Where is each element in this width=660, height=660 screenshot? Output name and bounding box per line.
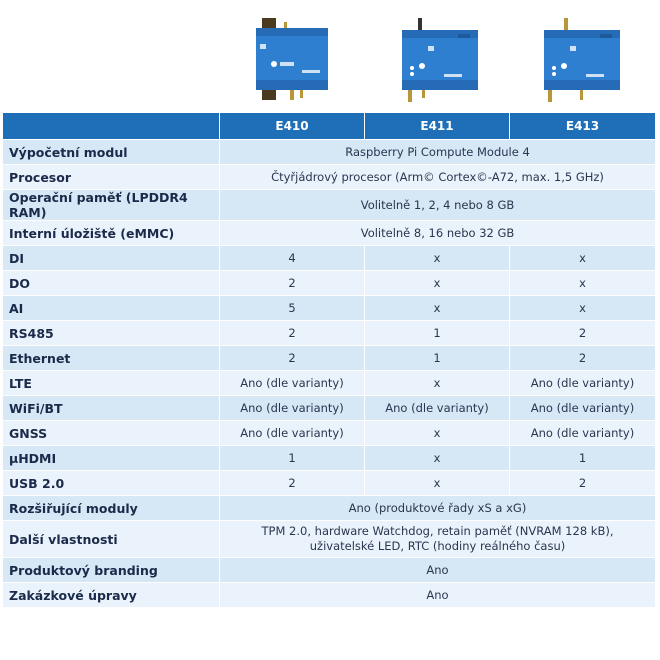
table-row (3, 346, 656, 371)
cell-e411: x (365, 471, 510, 496)
table-row (3, 221, 656, 246)
table-row (3, 558, 656, 583)
cell-e410: 2 (220, 271, 365, 296)
cell-e411: x (365, 271, 510, 296)
row-value-span (220, 521, 656, 558)
device-image-e410 (250, 18, 334, 104)
cell-e413: Ano (dle varianty) (510, 371, 656, 396)
e410-device-illustration (250, 18, 334, 104)
cell-e410: 2 (220, 346, 365, 371)
row-value-span: Ano (220, 583, 656, 608)
product-images (0, 0, 660, 112)
table-row (3, 165, 656, 190)
row-label: RS485 (3, 321, 220, 346)
cell-e413: Ano (dle varianty) (510, 421, 656, 446)
row-value-span: Volitelně 1, 2, 4 nebo 8 GB (220, 190, 656, 221)
row-label: AI (3, 296, 220, 321)
cell-e410: Ano (dle varianty) (220, 421, 365, 446)
cell-e413: Ano (dle varianty) (510, 396, 656, 421)
table-row (3, 271, 656, 296)
row-label: Ethernet (3, 346, 220, 371)
cell-e410: 2 (220, 471, 365, 496)
table-row (3, 496, 656, 521)
row-value-span: Ano (produktové řady xS a xG) (220, 496, 656, 521)
table-row (3, 296, 656, 321)
table-row (3, 246, 656, 271)
cell-e413: 2 (510, 471, 656, 496)
table-row (3, 583, 656, 608)
row-label: Interní úložiště (eMMC) (3, 221, 220, 246)
row-label: Procesor (3, 165, 220, 190)
specs-table (2, 112, 656, 608)
header-e413: E413 (510, 113, 656, 140)
table-row (3, 471, 656, 496)
row-label: LTE (3, 371, 220, 396)
row-label: WiFi/BT (3, 396, 220, 421)
row-label: Výpočetní modul (3, 140, 220, 165)
cell-e411: 1 (365, 346, 510, 371)
device-image-e411 (398, 18, 482, 104)
cell-e410: 1 (220, 446, 365, 471)
cell-e410: 4 (220, 246, 365, 271)
row-label: USB 2.0 (3, 471, 220, 496)
row-label: Zakázkové úpravy (3, 583, 220, 608)
header-corner (3, 113, 220, 140)
row-value-span: Volitelně 8, 16 nebo 32 GB (220, 221, 656, 246)
e411-device-illustration (398, 18, 482, 104)
table-row (3, 321, 656, 346)
row-label: DO (3, 271, 220, 296)
device-image-e413 (540, 18, 624, 104)
table-row (3, 421, 656, 446)
cell-e411: x (365, 421, 510, 446)
e413-device-illustration (540, 18, 624, 104)
cell-e410: 5 (220, 296, 365, 321)
cell-e411: x (365, 446, 510, 471)
row-value-line: TPM 2.0, hardware Watchdog, retain paměť (NVRAM 128 kB), (261, 524, 614, 538)
cell-e411: x (365, 296, 510, 321)
row-label: Produktový branding (3, 558, 220, 583)
table-row (3, 140, 656, 165)
row-label: Další vlastnosti (3, 521, 220, 558)
row-label: µHDMI (3, 446, 220, 471)
table-row (3, 371, 656, 396)
cell-e413: 2 (510, 321, 656, 346)
header-e410: E410 (220, 113, 365, 140)
header-row (3, 113, 656, 140)
cell-e413: 2 (510, 346, 656, 371)
row-value-span: Ano (220, 558, 656, 583)
cell-e410: Ano (dle varianty) (220, 396, 365, 421)
table-row (3, 521, 656, 558)
header-e411: E411 (365, 113, 510, 140)
cell-e413: x (510, 271, 656, 296)
row-label: DI (3, 246, 220, 271)
cell-e410: 2 (220, 321, 365, 346)
cell-e411: 1 (365, 321, 510, 346)
row-label: GNSS (3, 421, 220, 446)
cell-e411: x (365, 246, 510, 271)
row-label: Rozšiřující moduly (3, 496, 220, 521)
table-row (3, 446, 656, 471)
table-row (3, 396, 656, 421)
cell-e413: x (510, 246, 656, 271)
cell-e411: x (365, 371, 510, 396)
cell-e413: 1 (510, 446, 656, 471)
cell-e411: Ano (dle varianty) (365, 396, 510, 421)
row-value-span: Raspberry Pi Compute Module 4 (220, 140, 656, 165)
row-value-line: uživatelské LED, RTC (hodiny reálného času) (309, 539, 566, 553)
cell-e410: Ano (dle varianty) (220, 371, 365, 396)
cell-e413: x (510, 296, 656, 321)
row-label: Operační paměť (LPDDR4 RAM) (3, 190, 220, 221)
row-value-span: Čtyřjádrový procesor (Arm© Cortex©-A72, max. 1,5 GHz) (220, 165, 656, 190)
table-row (3, 190, 656, 221)
